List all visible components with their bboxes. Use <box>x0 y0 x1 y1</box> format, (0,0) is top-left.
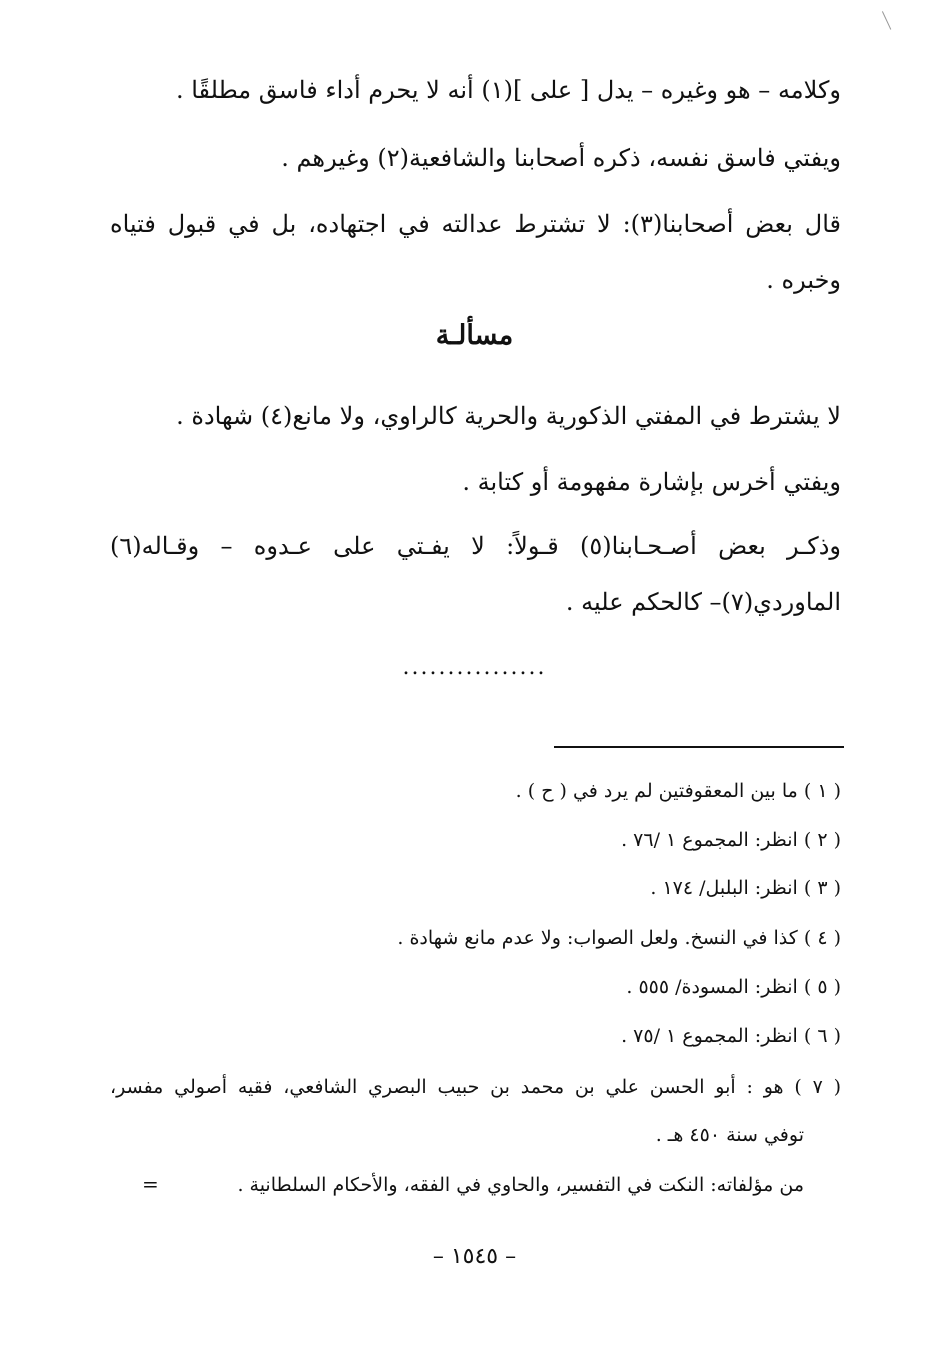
footnote-7-works: من مؤلفاته: النكت في التفسير، والحاوي في الفقه، والأحكام السلطانية . <box>237 1174 804 1196</box>
body-line-5: لا يشترط في المفتي الذكورية والحرية كالراوي، ولا مانع(٤) شهادة . <box>176 402 841 430</box>
section-heading: مسألـة <box>435 320 514 351</box>
footnote-7-continued: توفي سنة ٤٥٠ هـ . <box>655 1124 804 1146</box>
body-line-8: الماوردي(٧)– كالحكم عليه . <box>565 588 841 616</box>
page-number: – ١٥٤٥ – <box>432 1244 517 1269</box>
body-line-2: ويفتي فاسق نفسه، ذكره أصحابنا والشافعية(٢) وغيرهم . <box>281 144 841 172</box>
continuation-mark: = <box>142 1172 159 1196</box>
footnote-2: ( ٢ ) انظر: المجموع ١ /٧٦ . <box>621 829 841 851</box>
footnote-5: ( ٥ ) انظر: المسودة/ ٥٥٥ . <box>626 976 841 998</box>
body-line-6: ويفتي أخرس بإشارة مفهومة أو كتابة . <box>462 468 841 496</box>
footnote-rule <box>554 746 844 748</box>
footnote-7: ( ٧ ) هو : أبو الحسن علي بن محمد بن حبيب البصري الشافعي، فقيه أصولي مفسر، <box>110 1076 841 1098</box>
footnote-4: ( ٤ ) كذا في النسخ. ولعل الصواب: ولا عدم مانع شهادة . <box>397 927 841 949</box>
footnote-6: ( ٦ ) انظر: المجموع ١ /٧٥ . <box>621 1025 841 1047</box>
footnote-1: ( ١ ) ما بين المعقوفتين لم يرد في ( ح ) . <box>515 780 841 802</box>
body-line-4: وخبره . <box>766 266 841 294</box>
body-line-3: قال بعض أصحابنا(٣): لا تشترط عدالته في اجتهاده، بل في قبول فتياه <box>110 210 842 238</box>
footnote-3: ( ٣ ) انظر: البلبل/ ١٧٤ . <box>650 877 841 899</box>
body-line-7: وذكـر بعض أصـحـابنا(٥) قـولاً: لا يفـتي على عـدوه – وقـاله(٦) <box>110 532 842 560</box>
body-line-1: وكلامه – هو وغيره – يدل [ على ](١) أنه لا يحرم أداء فاسق مطلقًا . <box>175 76 841 104</box>
section-separator: ................ <box>402 655 547 680</box>
margin-mark <box>882 10 893 29</box>
